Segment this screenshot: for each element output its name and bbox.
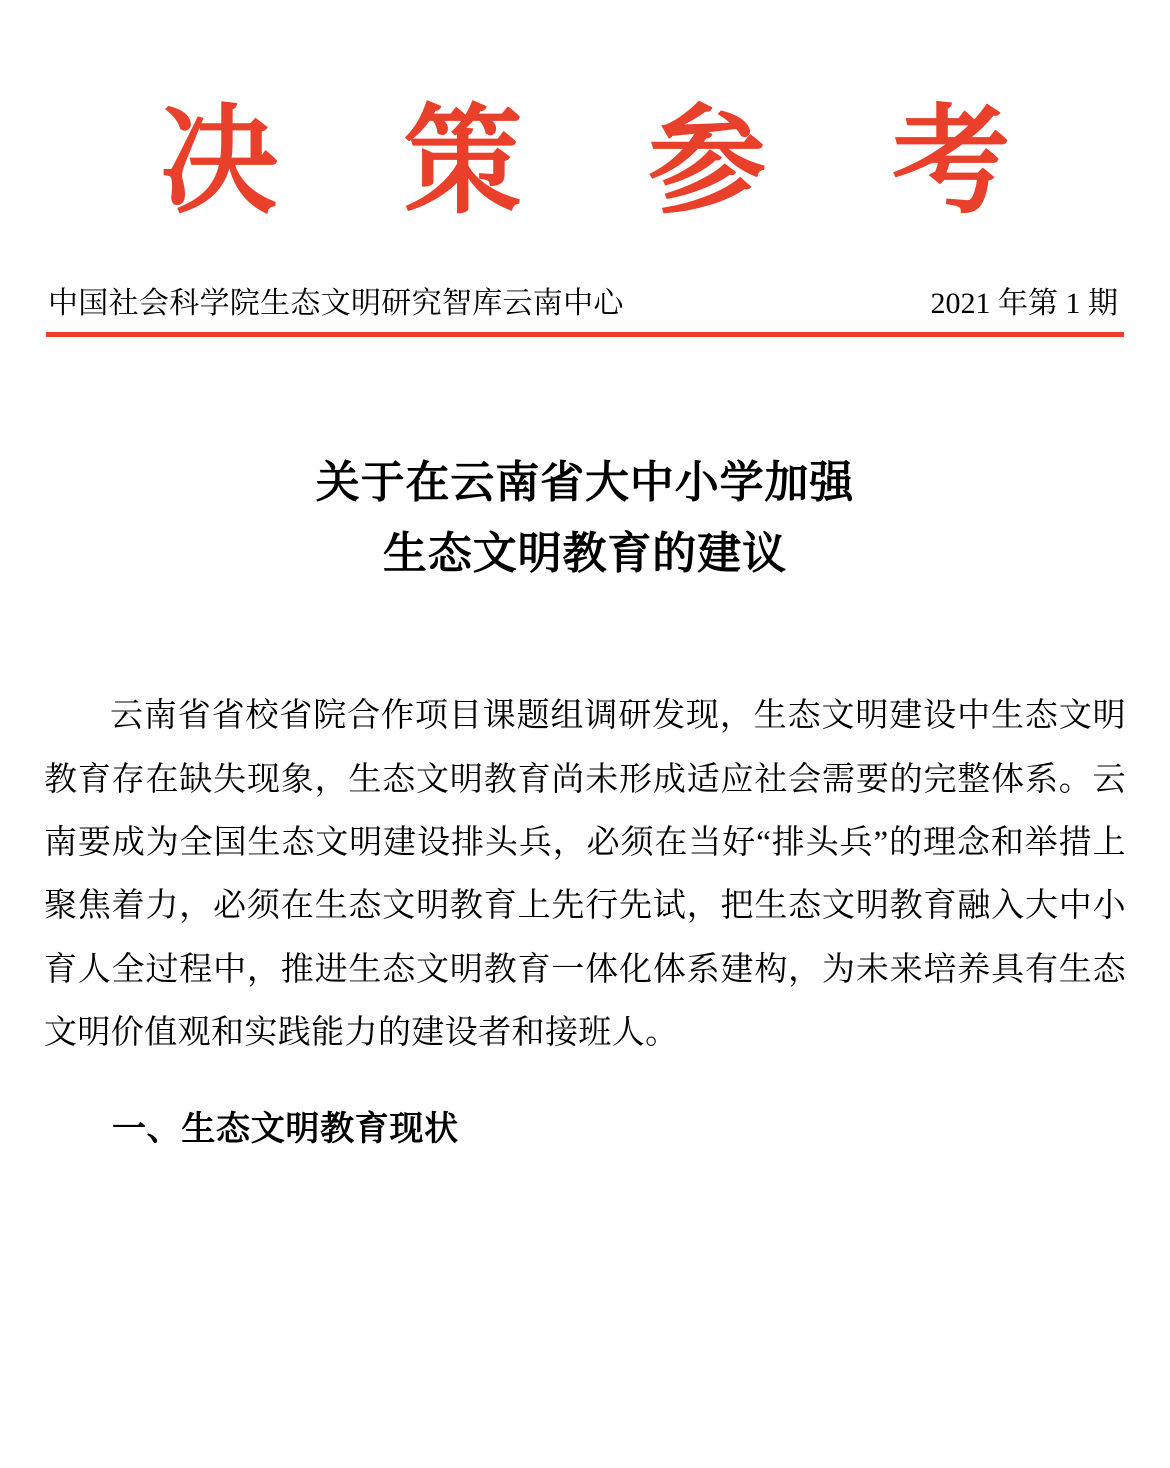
section-heading-1: 一、生态文明教育现状 [112,1109,459,1150]
body-paragraph: 云南省省校省院合作项目课题组调研发现，生态文明建设中生态文明教育存在缺失现象，生态文明教育尚未形成适应社会需要的完整体系。云南要成为全国生态文明建设排头兵，必须在当好“排头兵”的理念和举措上聚焦着力，必须在生态文明教育上先行先试，把生态文明教育融入大中小育人全过程中，推进生态文明教育一体化体系建构，为未来培养具有生态文明价值观和实践能力的建设者和接班人。 [44,698,1126,1052]
page-title [44,447,1126,590]
page-title-line-1: 关于在云南省大中小学加强 [315,456,855,508]
page-title-line-2: 生态文明教育的建议 [383,528,787,580]
masthead [44,0,1126,337]
masthead-meta [44,278,1126,332]
document-body [44,685,1126,1160]
publisher-organization: 中国社会科学院生态文明研究智库云南中心 [48,286,624,320]
publication-title: 决 策 参 考 [159,91,1053,230]
issue-number: 2021 年第 1 期 [930,286,1118,320]
masthead-divider [46,332,1124,337]
